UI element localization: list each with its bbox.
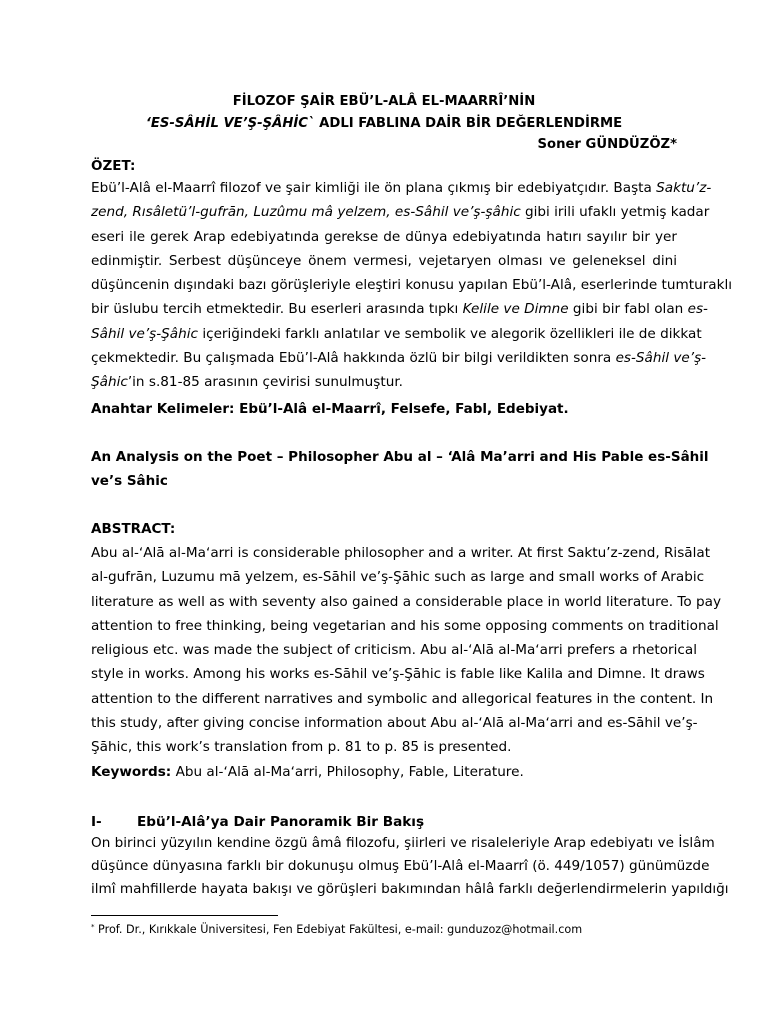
ozet-line: Sâhil ve’ş-Şâhic içeriğindeki farklı anlatılar ve sembolik ve alegorik özellikleri ile de dikkat: [91, 325, 702, 342]
italic-title: es-Sâhil ve’ş-: [615, 350, 707, 367]
footnote-mark: *: [91, 923, 95, 931]
author-name: Soner GÜNDÜZÖZ*: [537, 137, 677, 152]
footnote-text: Prof. Dr., Kırıkkale Üniversitesi, Fen Edebiyat Fakültesi, e-mail: gunduzoz@hotmail.com: [94, 923, 583, 936]
abstract-line: al-gufrān, Luzumu mā yelzem, es-Sāhil ve’ş-Şāhic such as large and small works of Arabic: [91, 569, 705, 586]
section-title: Ebü’l-Alâ’ya Dair Panoramik Bir Bakış: [137, 814, 425, 830]
abstract-line: attention to free thinking, being vegetarian and his some opposing comments on traditional: [91, 617, 719, 634]
abstract-heading: ABSTRACT:: [91, 521, 176, 537]
abstract-line: Abu al-ʻAlā al-Maʻarri is considerable philosopher and a writer. At first Saktu’z-zend, Risālat: [91, 545, 711, 561]
ozet-line: çekmektedir. Bu çalışmada Ebü’l-Alâ hakkında özlü bir bilgi verildikten sonra es-Sâhil ve’ş-: [91, 350, 707, 367]
ozet-line: zend, Rısâletü’l-gufrān, Luzûmu mâ yelzem, es-Sâhil ve’ş-şâhic gibi irili ufaklı yetmiş kadar: [91, 204, 710, 221]
ozet-paragraph: [91, 176, 733, 395]
italic-title: Sâhil ve’ş-Şâhic: [91, 325, 198, 342]
ozet-line: Ebü’l-Alâ el-Maarrî filozof ve şair kimliği ile ön plana çıkmış bir edebiyatçıdır. Başta Saktu’z-: [91, 180, 712, 196]
italic-title: Şâhic: [91, 374, 128, 391]
section-number: I-: [91, 814, 102, 830]
paper-title-line-2: [0, 116, 768, 131]
section-line: ilmî mahfillerde hayata bakışı ve görüşleri bakımından hâlâ farklı değerlendirmelerin yapıldığı: [91, 881, 729, 898]
abstract-keywords: [91, 764, 524, 780]
ozet-keywords: Anahtar Kelimeler: Ebü’l-Alâ el-Maarrî, Felsefe, Fabl, Edebiyat.: [91, 401, 569, 417]
section-paragraph: [91, 832, 729, 902]
fable-title: ‘ES-SÂHİL VE’Ş-ŞÂHİC`: [145, 116, 315, 131]
ozet-line: düşüncenin dışındaki bazı görüşleriyle eleştiri konusu yapılan Ebü’l-Alâ, eserlerinde tumturaklı: [91, 277, 733, 294]
footnote-rule: [91, 915, 278, 916]
abstract-line: religious etc. was made the subject of criticism. Abu al-ʻAlā al-Maʻarri prefers a rhetorical: [91, 642, 697, 659]
abstract-line: Şāhic, this work’s translation from p. 81 to p. 85 is presented.: [91, 739, 512, 756]
ozet-line: Şâhic’in s.81-85 arasının çevirisi sunulmuştur.: [91, 374, 403, 391]
keywords-text: Abu al-ʻAlā al-Maʻarri, Philosophy, Fable, Literature.: [171, 764, 524, 780]
italic-title: Kelile ve Dimne: [462, 301, 569, 318]
keywords-label: Keywords:: [91, 764, 172, 780]
italic-title: Saktu’z-: [656, 180, 712, 196]
ozet-line: bir üslubu tercih etmektedir. Bu eserleri arasında tıpkı Kelile ve Dimne gibi bir fabl olan es-: [91, 301, 708, 318]
paper-title-rest: ADLI FABLINA DAİR BİR DEĞERLENDİRME: [314, 116, 623, 131]
abstract-paragraph: [91, 541, 722, 760]
ozet-line: edinmiştir. Serbest düşünceye önem vermesi, vejetaryen olması ve geleneksel dini: [91, 252, 677, 269]
abstract-line: style in works. Among his works es-Sāhil ve’ş-Şāhic is fable like Kalila and Dimne. It draws: [91, 666, 705, 683]
abstract-line: attention to the different narratives and symbolic and allegorical features in the content. In: [91, 690, 714, 707]
section-line: düşünce dünyasına farklı bir dokunuşu olmuş Ebü’l-Alâ el-Maarrî (ö. 449/1057) günümüzde: [91, 858, 710, 875]
section-line: On birinci yüzyılın kendine özgü âmâ filozofu, şiirleri ve risaleleriyle Arap edebiyatı ve İslâm: [91, 835, 715, 851]
english-title-line-1: An Analysis on the Poet – Philosopher Abu al – ‘Alâ Ma’arri and His Pable es-Sâhil: [91, 449, 709, 465]
ozet-line: eseri ile gerek Arap edebiyatında gerekse de dünya edebiyatında hatırı sayılır bir yer: [91, 228, 677, 245]
abstract-line: this study, after giving concise information about Abu al-ʻAlā al-Maʻarri and es-Sāhil ve’ş-: [91, 715, 698, 732]
ozet-heading: ÖZET:: [91, 158, 136, 174]
abstract-line: literature as well as with seventy also gained a considerable place in world literature. To pay: [91, 593, 722, 610]
footnote: [91, 923, 582, 936]
paper-title-line-1: FİLOZOF ŞAİR EBÜ’L-ALÂ EL-MAARRÎ’NİN: [232, 94, 536, 109]
english-title-line-2: ve’s Sâhic: [91, 473, 168, 489]
italic-title: zend, Rısâletü’l-gufrān, Luzûmu mâ yelzem, es-Sâhil ve’ş-şâhic: [91, 204, 521, 221]
italic-title: es-: [687, 301, 708, 318]
